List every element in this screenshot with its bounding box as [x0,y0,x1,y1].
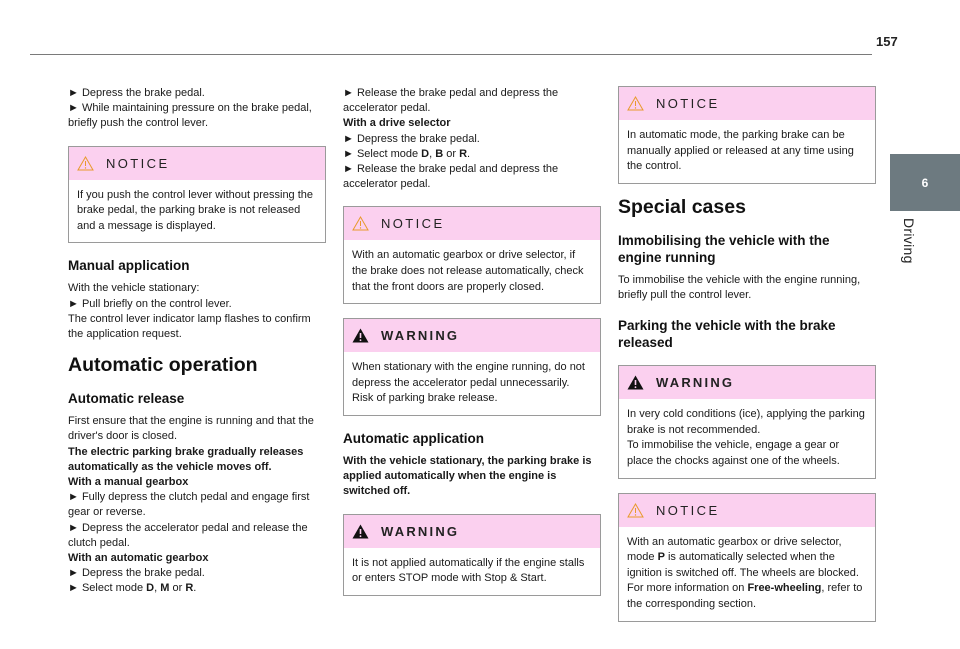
notice-title: NOTICE [106,155,170,171]
warning-title: WARNING [381,523,460,539]
step: ► Depress the brake pedal. [68,87,205,99]
cross-reference: Free-wheeling [747,582,822,595]
warning-triangle-icon [352,524,369,539]
warning-text: When stationary with the engine running, do not depress the accelerator pedal unnecessarily. Risk of parking brake release. [352,361,585,405]
step: ► Release the brake pedal and depress the accelerator pedal. [343,163,559,191]
step: ► Release the brake pedal and depress the accelerator pedal. [343,87,559,115]
notice-triangle-icon [352,216,369,231]
warning-box [343,514,601,596]
notice-box [618,493,876,622]
notice-text: In automatic mode, the parking brake can be manually applied or released at any time using the control. [627,129,854,173]
step: ► Depress the accelerator pedal and release the clutch pedal. [68,521,308,549]
step: ► Pull briefly on the control lever. [68,297,232,310]
notice-header [619,87,875,120]
warning-triangle-icon [352,328,369,343]
sub-label: With an automatic gearbox [68,552,209,565]
column-3 [618,86,876,630]
notice-title: NOTICE [381,216,445,232]
notice-triangle-icon [77,156,94,171]
notice-box [343,206,601,304]
bold-paragraph: With the vehicle stationary, the parking brake is applied automatically when the engine is switched off. [343,454,592,498]
warning-box [618,365,876,478]
section-heading: Automatic release [68,391,185,407]
notice-box [68,146,326,244]
section-heading: Manual application [68,258,190,274]
warning-text: In very cold conditions (ice), applying the parking brake is not recommended. [627,408,865,436]
notice-text: For more information on Free-wheeling, refer to the corresponding section. [627,582,863,610]
step: ► Select mode D, M or R. [68,582,197,595]
page-number: 157 [876,34,898,49]
main-heading: Automatic operation [68,354,258,377]
warning-header [344,515,600,548]
notice-header [344,207,600,240]
notice-text: If you push the control lever without pressing the brake pedal, the parking brake is not released and a message is displayed. [77,188,314,232]
sub-label: With a manual gearbox [68,476,189,489]
step: ► Depress the brake pedal. [343,132,480,145]
step: ► Select mode D, B or R. [343,147,471,160]
warning-title: WARNING [381,328,460,344]
column-1 [68,86,326,597]
paragraph: To immobilise the vehicle with the engine running, briefly pull the control lever. [618,273,861,301]
notice-title: NOTICE [656,96,720,111]
notice-triangle-icon [627,503,644,518]
paragraph: The control lever indicator lamp flashes to confirm the application request. [68,312,311,340]
step: ► Fully depress the clutch pedal and engage first gear or reverse. [68,491,310,519]
step: ► Depress the brake pedal. [68,567,205,580]
warning-text: It is not applied automatically if the engine stalls or enters STOP mode with Stop & Start. [352,556,585,585]
warning-text: To immobilise the vehicle, engage a gear or place the chocks against one of the wheels. [627,439,840,467]
warning-triangle-icon [627,375,644,390]
chapter-label: Driving [901,218,917,264]
warning-box [343,318,601,416]
notice-header [619,494,875,527]
header-rule [30,54,872,55]
paragraph: With the vehicle stationary: [68,282,200,295]
notice-box [618,86,876,184]
step: ► While maintaining pressure on the brake pedal, briefly push the control lever. [68,102,312,130]
bold-paragraph: The electric parking brake gradually releases automatically as the vehicle moves off. [68,445,304,473]
notice-text: With an automatic gearbox or drive selector, mode P is automatically selected when the ignition is switched off. The wheels are blocked. [627,535,859,579]
chapter-tab[interactable]: 6 [890,154,960,211]
notice-text: With an automatic gearbox or drive selector, if the brake does not release automatically, check that the front doors are properly closed. [352,249,584,293]
section-heading: Immobilising the vehicle with the engine running [618,232,830,265]
section-heading: Automatic application [343,430,485,446]
main-heading: Special cases [618,195,746,218]
column-2 [343,86,601,604]
warning-header [344,319,600,352]
warning-title: WARNING [656,375,735,391]
paragraph: First ensure that the engine is running and that the driver's door is closed. [68,415,314,443]
warning-header [619,366,875,399]
section-heading: Parking the vehicle with the brake released [618,318,836,351]
notice-header [69,147,325,180]
notice-triangle-icon [627,96,644,111]
sub-label: With a drive selector [343,117,451,130]
notice-title: NOTICE [656,502,720,518]
